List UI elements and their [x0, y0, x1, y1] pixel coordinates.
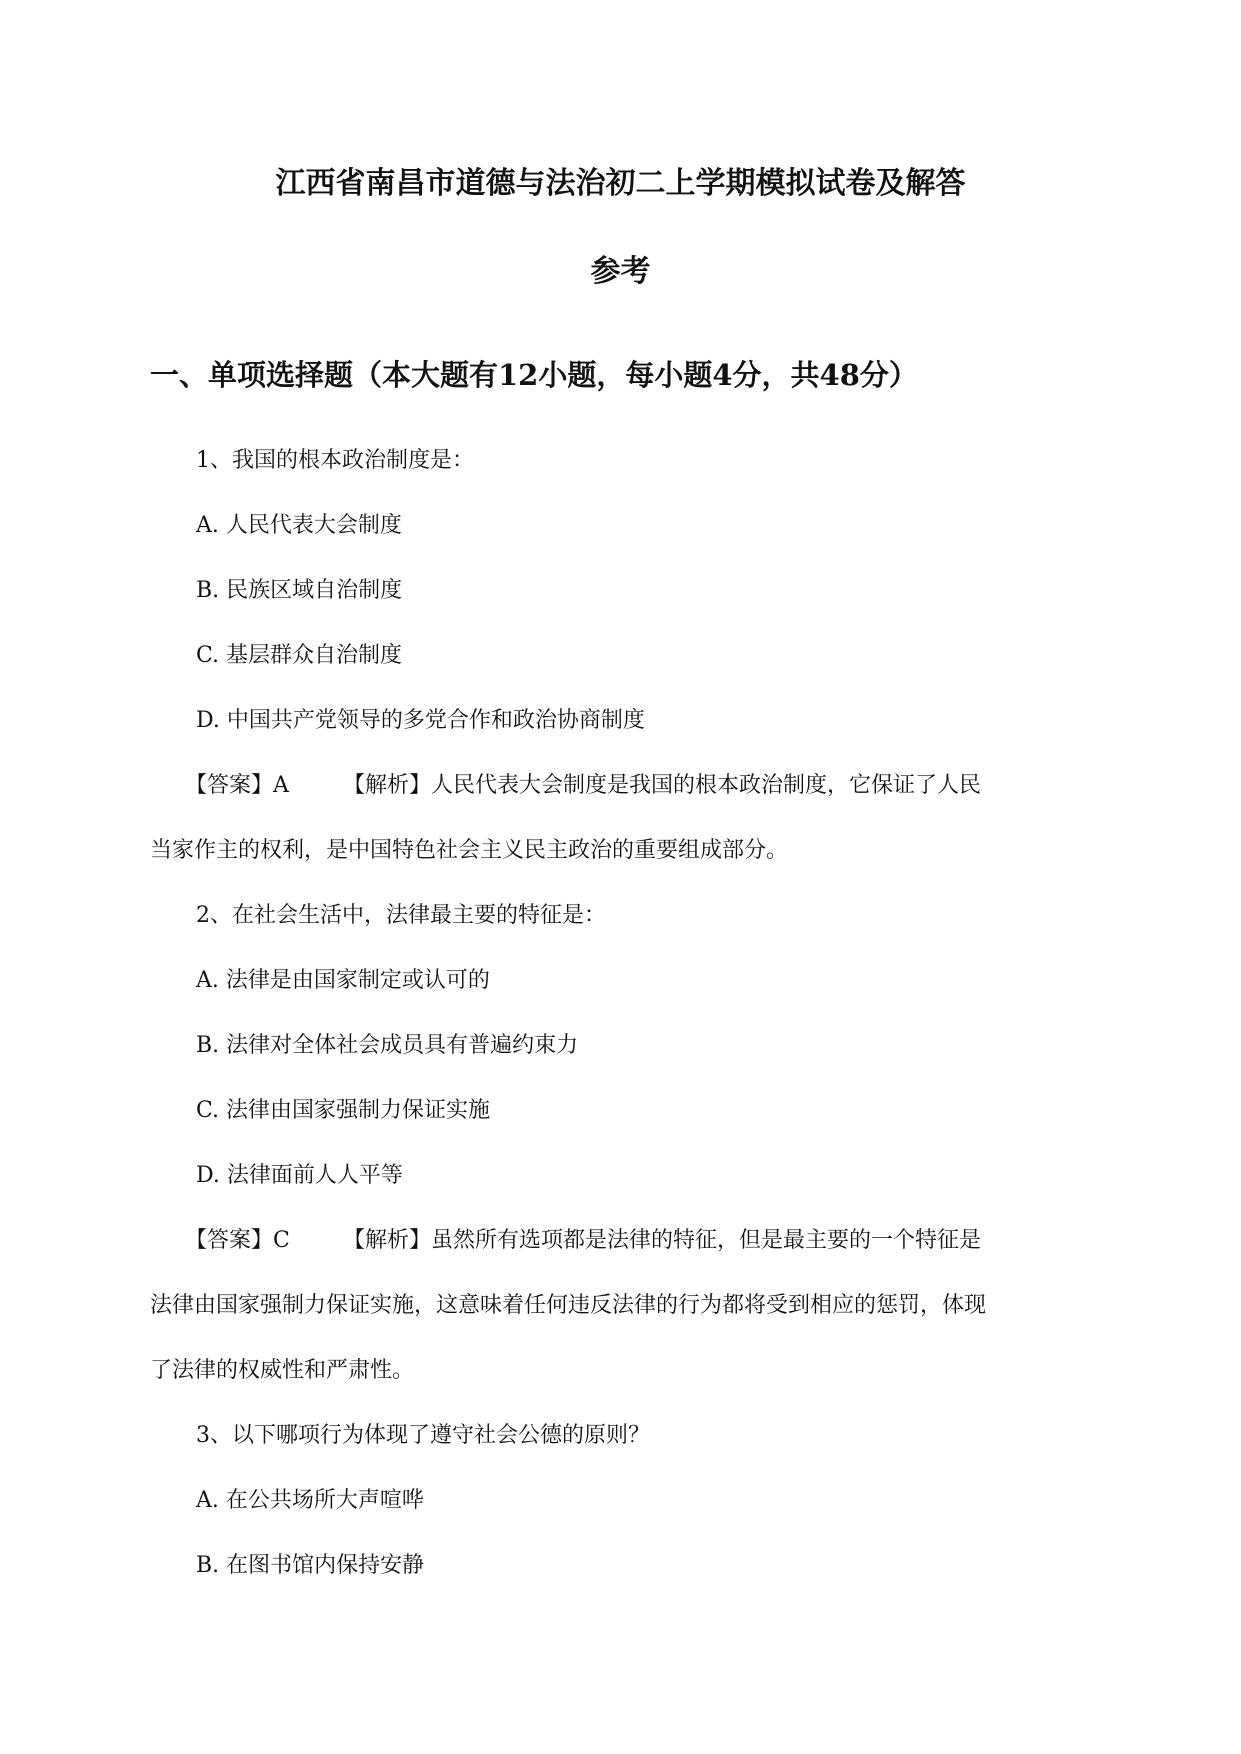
- question-1-option-d: D. 中国共产党领导的多党合作和政治协商制度: [196, 708, 645, 733]
- question-1-analysis-line-1: 【解析】人民代表大会制度是我国的根本政治制度，它保证了人民: [343, 773, 982, 798]
- section-heading: 一、单项选择题（本大题有12小题，每小题4分，共48分）: [150, 358, 918, 392]
- question-2-answer: 【答案】C: [185, 1228, 290, 1253]
- question-2-option-c: C. 法律由国家强制力保证实施: [196, 1098, 491, 1123]
- question-1-analysis-line-2: 当家作主的权利，是中国特色社会主义民主政治的重要组成部分。: [150, 838, 789, 863]
- question-3-stem: 3、以下哪项行为体现了遵守社会公德的原则？: [196, 1423, 650, 1448]
- question-2-option-a: A. 法律是由国家制定或认可的: [196, 968, 490, 993]
- question-1-option-b: B. 民族区域自治制度: [196, 578, 403, 603]
- question-1-option-a: A. 人民代表大会制度: [196, 513, 402, 538]
- document-title-line-2: 参考: [590, 254, 651, 289]
- question-1-answer-line: [185, 768, 981, 799]
- question-2-stem: 2、在社会生活中，法律最主要的特征是：: [196, 903, 606, 928]
- question-1-answer: 【答案】A: [185, 773, 289, 798]
- question-2-option-b: B. 法律对全体社会成员具有普遍约束力: [196, 1033, 579, 1058]
- question-2-analysis-line-3: 了法律的权威性和严肃性。: [150, 1358, 415, 1383]
- question-3-option-a: A. 在公共场所大声喧哗: [196, 1488, 424, 1513]
- question-2-analysis-line-2: 法律由国家强制力保证实施，这意味着任何违反法律的行为都将受到相应的惩罚，体现: [150, 1293, 987, 1318]
- question-2-option-d: D. 法律面前人人平等: [196, 1163, 403, 1188]
- question-3-option-b: B. 在图书馆内保持安静: [196, 1553, 425, 1578]
- question-1-option-c: C. 基层群众自治制度: [196, 643, 403, 668]
- question-2-analysis-line-1: 【解析】虽然所有选项都是法律的特征，但是最主要的一个特征是: [343, 1228, 982, 1253]
- question-2-answer-line: [185, 1223, 981, 1254]
- question-1-stem: 1、我国的根本政治制度是：: [196, 448, 474, 473]
- document-title-line-1: 江西省南昌市道德与法治初二上学期模拟试卷及解答: [275, 166, 966, 201]
